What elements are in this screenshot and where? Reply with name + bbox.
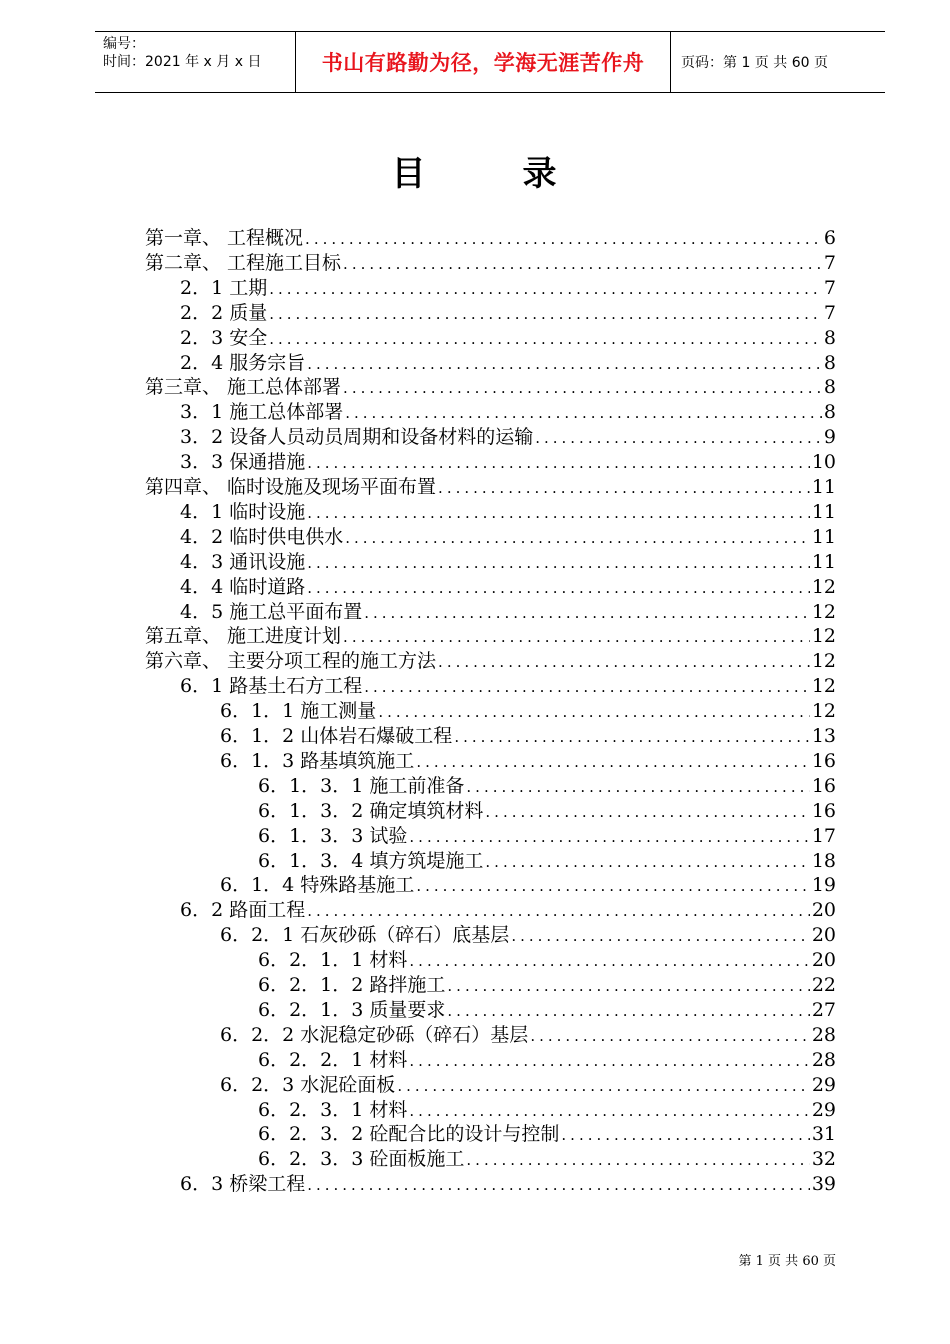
toc-leader-dots (409, 1099, 809, 1124)
toc-entry-label: 4．1 临时设施 (180, 500, 306, 523)
toc-entry-label: 6．1 路基土石方工程 (180, 675, 363, 698)
toc-entry[interactable] (180, 674, 836, 699)
toc-entry[interactable] (180, 276, 836, 301)
toc-entry[interactable] (180, 400, 836, 425)
toc-leader-dots (454, 725, 810, 750)
toc-entry-page: 12 (811, 650, 836, 673)
toc-entry-page: 12 (811, 700, 836, 723)
toc-entry-page: 31 (811, 1123, 836, 1146)
toc-leader-dots (530, 1024, 810, 1049)
toc-leader-dots (485, 800, 809, 825)
toc-entry-label: 6．3 桥梁工程 (180, 1173, 306, 1196)
toc-entry-label: 6．1．1 施工测量 (220, 700, 377, 723)
toc-entry-label: 6．1．3．3 试验 (258, 824, 408, 847)
toc-leader-dots (345, 401, 822, 426)
toc-leader-dots (345, 526, 810, 551)
toc-leader-dots (307, 551, 810, 576)
toc-leader-dots (397, 1074, 810, 1099)
toc-entry-page: 17 (811, 824, 836, 847)
toc-entry[interactable] (180, 500, 836, 525)
toc-entry-label: 6．2．1．3 质量要求 (258, 998, 446, 1021)
toc-entry-page: 16 (811, 774, 836, 797)
toc-entry[interactable] (258, 1147, 836, 1172)
toc-entry-label: 6．2．3 水泥砼面板 (220, 1073, 396, 1096)
toc-entry-label: 6．2．3．3 砼面板施工 (258, 1148, 465, 1171)
toc-entry-page: 29 (811, 1098, 836, 1121)
toc-entry[interactable] (220, 724, 836, 749)
toc-entry-label: 第三章、 施工总体部署 (145, 376, 342, 399)
toc-entry-label: 6．2．2 水泥稳定砂砾（碎石）基层 (220, 1023, 529, 1046)
toc-leader-dots (511, 924, 810, 949)
toc-entry[interactable] (258, 1098, 836, 1123)
toc-entry-page: 20 (811, 949, 836, 972)
toc-entry-page: 8 (823, 401, 836, 424)
toc-entry-page: 20 (811, 924, 836, 947)
toc-leader-dots (466, 1148, 809, 1173)
toc-leader-dots (409, 949, 809, 974)
toc-leader-dots (447, 974, 809, 999)
toc-title-char-1: 目 (391, 154, 428, 194)
toc-entry-page: 7 (823, 301, 836, 324)
toc-entry[interactable] (180, 1172, 836, 1197)
toc-leader-dots (343, 376, 822, 401)
toc-entry[interactable] (220, 699, 836, 724)
toc-entry-page: 19 (811, 874, 836, 897)
toc-leader-dots (307, 899, 810, 924)
toc-entry-label: 4．4 临时道路 (180, 575, 306, 598)
toc-title-char-2: 录 (522, 154, 559, 194)
toc-entry[interactable] (258, 849, 836, 874)
toc-entry[interactable] (180, 575, 836, 600)
toc-entry-label: 6．2．1 石灰砂砾（碎石）底基层 (220, 924, 510, 947)
toc-entry[interactable] (258, 824, 836, 849)
toc-title (0, 146, 950, 195)
toc-entry[interactable] (220, 873, 836, 898)
toc-entry-page: 11 (811, 476, 836, 498)
toc-entry-label: 2．1 工期 (180, 276, 268, 299)
toc-entry-page: 18 (811, 849, 836, 872)
toc-entry-label: 6．2 路面工程 (180, 899, 306, 922)
toc-entry[interactable] (258, 948, 836, 973)
toc-leader-dots (307, 352, 822, 377)
toc-entry-label: 6．1．3．1 施工前准备 (258, 774, 465, 797)
toc-entry[interactable] (180, 550, 836, 575)
toc-entry-label: 3．2 设备人员动员周期和设备材料的运输 (180, 426, 534, 449)
toc-entry[interactable] (145, 251, 836, 276)
toc-entry-page: 28 (811, 1023, 836, 1046)
toc-entry-label: 6．2．3．1 材料 (258, 1098, 408, 1121)
toc-leader-dots (307, 501, 810, 526)
toc-entry[interactable] (258, 1048, 836, 1073)
header-meta (95, 32, 296, 92)
header-motto: 书山有路勤为径，学海无涯苦作舟 (296, 32, 671, 92)
toc-entry-label: 3．3 保通措施 (180, 451, 306, 474)
toc-leader-dots (269, 277, 822, 302)
toc-entry-page: 20 (811, 899, 836, 922)
toc-leader-dots (535, 426, 822, 451)
page-header (95, 31, 885, 93)
toc-leader-dots (269, 302, 822, 327)
toc-entry-label: 6．1．3 路基填筑施工 (220, 749, 415, 772)
toc-entry-page: 12 (811, 675, 836, 698)
toc-entry-label: 4．2 临时供电供水 (180, 525, 344, 548)
toc-entry-page: 28 (811, 1048, 836, 1071)
toc-entry-page: 7 (823, 276, 836, 299)
toc-entry-label: 6．2．2．1 材料 (258, 1048, 408, 1071)
toc-entry-label: 6．1．3．2 确定填筑材料 (258, 799, 484, 822)
toc-entry[interactable] (180, 898, 836, 923)
toc-entry[interactable] (220, 923, 836, 948)
toc-entry[interactable] (180, 425, 836, 450)
toc-entry-page: 16 (811, 749, 836, 772)
toc-leader-dots (447, 999, 809, 1024)
toc-leader-dots (466, 775, 809, 800)
toc-entry-label: 6．1．4 特殊路基施工 (220, 874, 415, 897)
toc-leader-dots (485, 850, 809, 875)
toc-entry-label: 6．2．1．2 路拌施工 (258, 974, 446, 996)
toc-leader-dots (307, 576, 810, 601)
toc-entry[interactable] (180, 326, 836, 351)
toc-entry-page: 39 (811, 1173, 836, 1196)
toc-leader-dots (269, 327, 822, 352)
toc-entry[interactable] (258, 1122, 836, 1147)
toc-entry-page: 8 (823, 376, 836, 399)
toc-entry-label: 2．4 服务宗旨 (180, 351, 306, 374)
toc-leader-dots (416, 874, 810, 899)
toc-leader-dots (307, 451, 810, 476)
document-number-label: 编号： (103, 36, 145, 52)
toc-entry-page: 8 (823, 351, 836, 374)
toc-leader-dots (343, 625, 810, 650)
document-time-label: 时间：2021 年 x 月 x 日 (103, 54, 262, 70)
toc-entry[interactable] (180, 600, 836, 625)
toc-entry-page: 11 (811, 525, 836, 548)
toc-leader-dots (378, 700, 810, 725)
toc-entry[interactable] (220, 749, 836, 774)
toc-entry-page: 12 (811, 625, 836, 648)
toc-entry[interactable] (180, 351, 836, 376)
toc-entry[interactable] (258, 799, 836, 824)
toc-leader-dots (343, 252, 822, 277)
toc-entry-label: 6．1．2 山体岩石爆破工程 (220, 725, 453, 747)
toc-entry-page: 27 (811, 998, 836, 1021)
toc-entry[interactable] (258, 973, 836, 998)
toc-entry-label: 2．2 质量 (180, 301, 268, 324)
toc-leader-dots (409, 825, 809, 850)
toc-entry-page: 16 (811, 799, 836, 822)
toc-entry[interactable] (145, 649, 836, 674)
toc-entry-page: 9 (823, 426, 836, 449)
toc-entry-page: 12 (811, 575, 836, 598)
toc-leader-dots (307, 1173, 810, 1198)
toc-entry[interactable] (180, 450, 836, 475)
toc-entry-page: 8 (823, 326, 836, 349)
toc-entry-page: 22 (811, 974, 836, 996)
toc-entry-label: 6．1．3．4 填方筑堤施工 (258, 849, 484, 872)
toc-entry-label: 第一章、 工程概况 (145, 227, 304, 249)
toc-entry-label: 第五章、 施工进度计划 (145, 625, 342, 648)
toc-leader-dots (364, 601, 810, 626)
toc-leader-dots (416, 750, 810, 775)
toc-leader-dots (409, 1049, 809, 1074)
header-page-label: 页码：第 1 页 共 60 页 (681, 55, 828, 71)
toc-entry-page: 13 (811, 725, 836, 747)
toc-entry-page: 32 (811, 1148, 836, 1171)
toc-entry-label: 6．2．3．2 砼配合比的设计与控制 (258, 1123, 560, 1146)
toc-entry[interactable] (145, 226, 836, 251)
toc-entry-label: 第四章、 临时设施及现场平面布置 (145, 476, 437, 498)
toc-entry-page: 10 (811, 451, 836, 474)
toc-entry[interactable] (180, 301, 836, 326)
toc-entry[interactable] (180, 525, 836, 550)
toc-entry[interactable] (145, 624, 836, 649)
toc-entry-page: 29 (811, 1073, 836, 1096)
page-footer: 第 1 页 共 60 页 (738, 1254, 836, 1269)
toc-entry[interactable] (220, 1073, 836, 1098)
toc-entry-page: 11 (811, 500, 836, 523)
toc-entry[interactable] (145, 375, 836, 400)
toc-entry-page: 12 (811, 600, 836, 623)
toc-entry[interactable] (145, 475, 836, 500)
toc-entry-label: 6．2．1．1 材料 (258, 949, 408, 972)
toc-leader-dots (438, 650, 810, 675)
toc-leader-dots (561, 1123, 809, 1148)
toc-entry-label: 第六章、 主要分项工程的施工方法 (145, 650, 437, 673)
toc-leader-dots (438, 476, 810, 501)
toc-leader-dots (305, 227, 822, 252)
toc-entry[interactable] (258, 774, 836, 799)
toc-entry[interactable] (220, 1023, 836, 1048)
toc-entry-label: 4．5 施工总平面布置 (180, 600, 363, 623)
toc-entry-page: 7 (823, 251, 836, 274)
toc-entry-label: 2．3 安全 (180, 326, 268, 349)
toc-leader-dots (364, 675, 810, 700)
toc-entry-label: 3．1 施工总体部署 (180, 401, 344, 424)
toc-entry-page: 11 (811, 550, 836, 573)
toc-entry-page: 6 (823, 227, 836, 249)
toc-entry[interactable] (258, 998, 836, 1023)
toc-entry-label: 4．3 通讯设施 (180, 550, 306, 573)
toc-entry-label: 第二章、 工程施工目标 (145, 251, 342, 274)
